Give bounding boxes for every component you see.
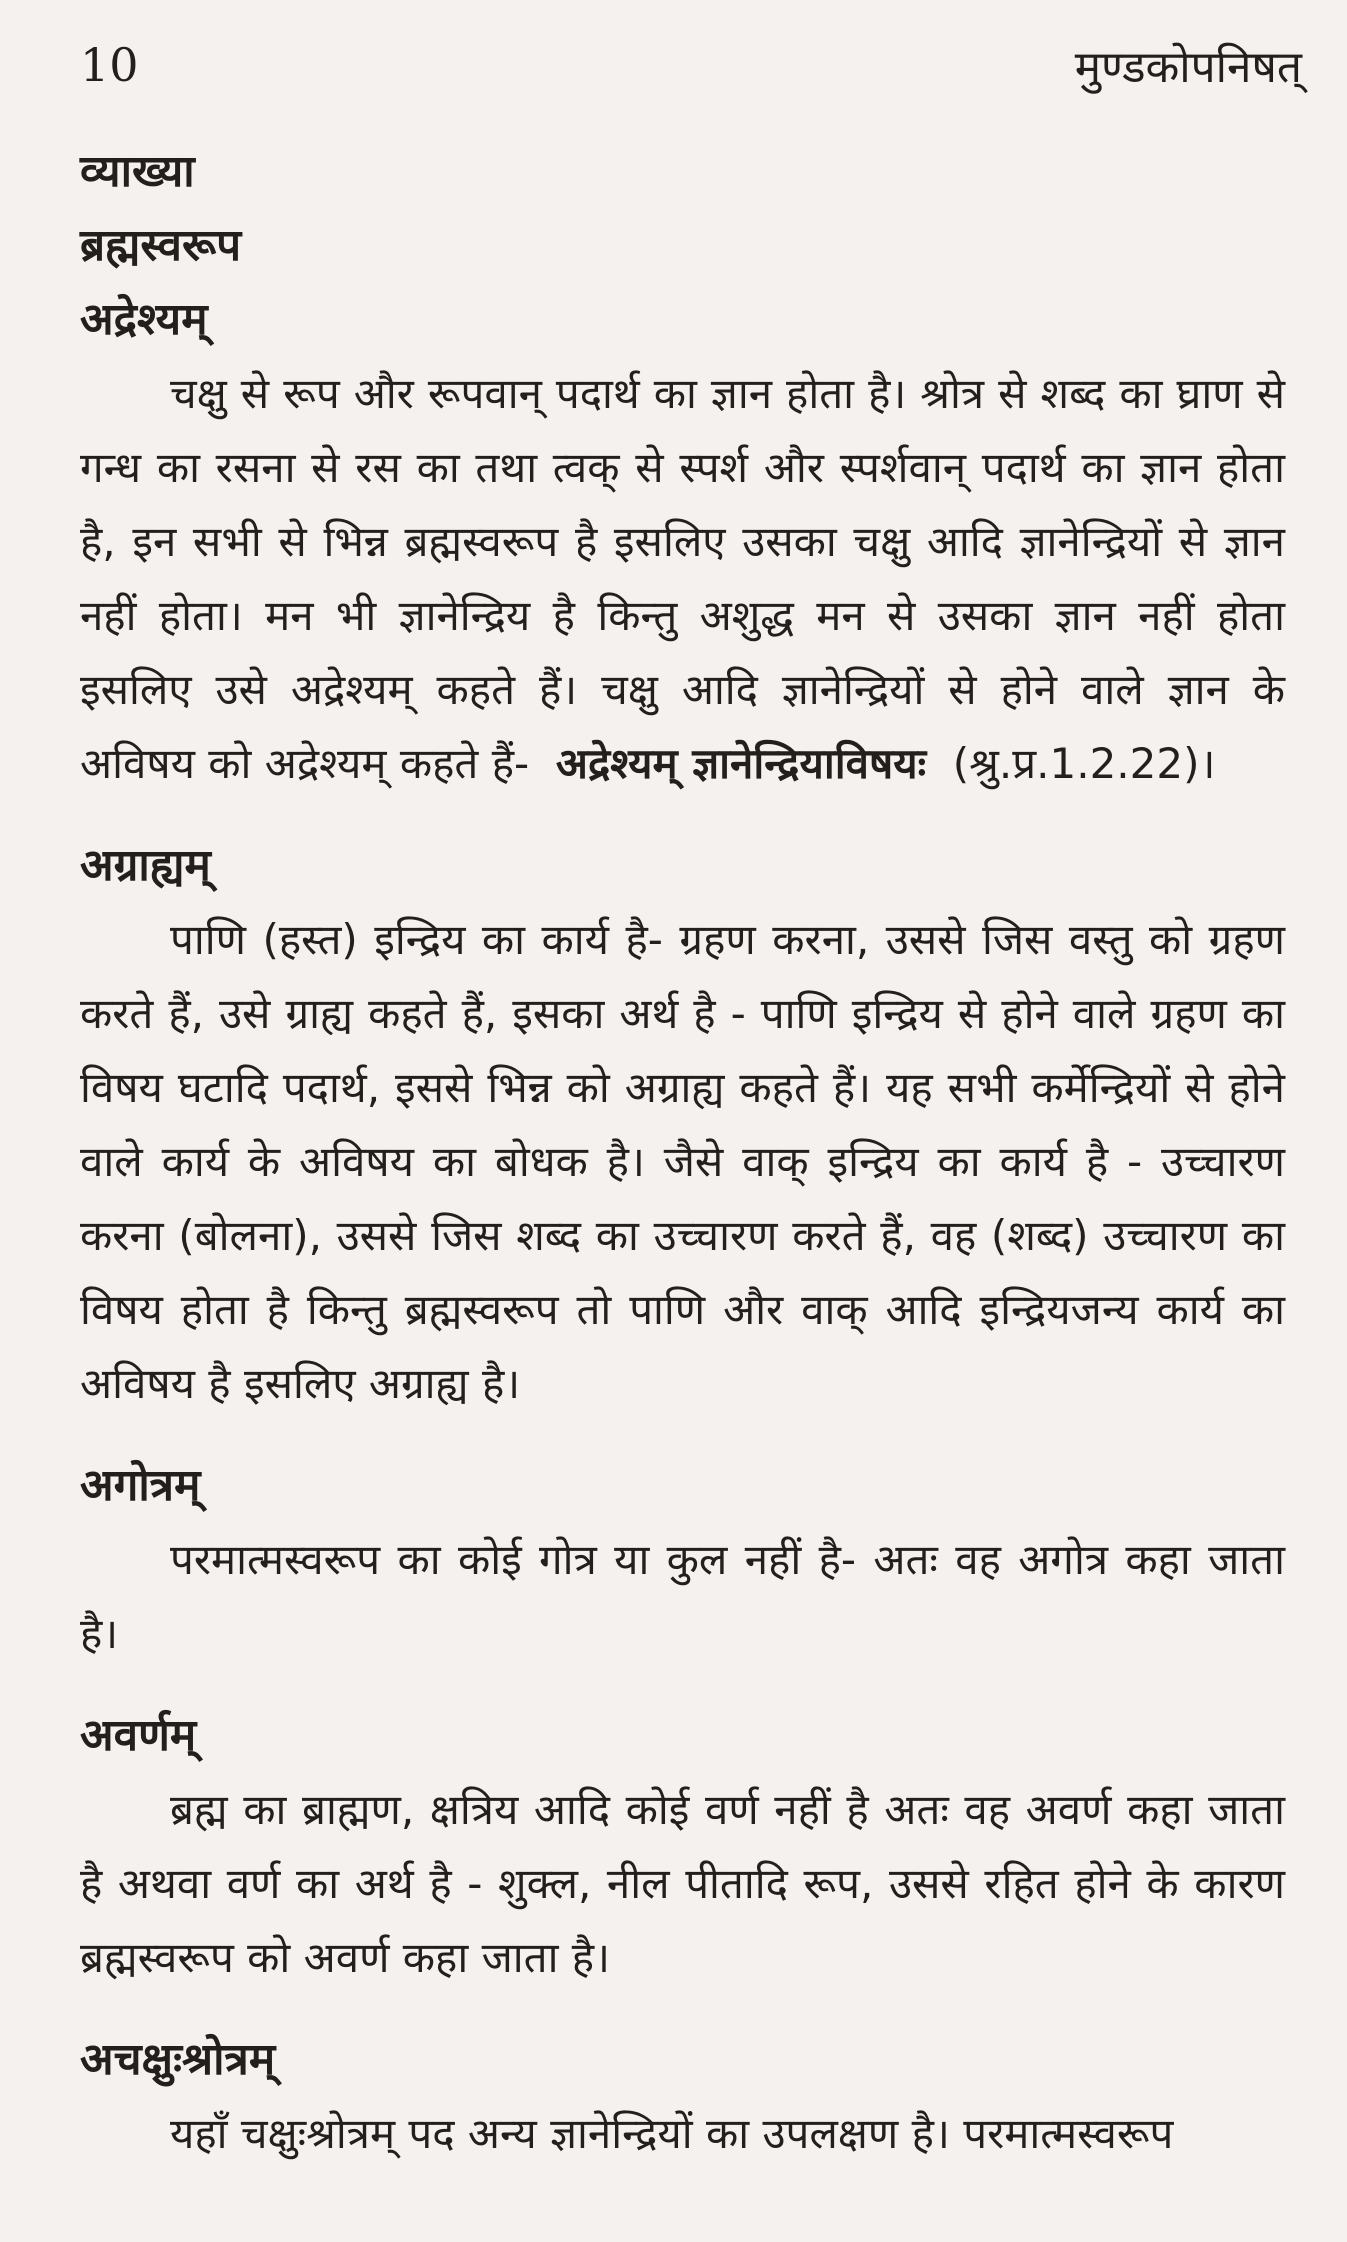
section-title: व्याख्या [80,146,195,197]
page-body [80,135,1285,2171]
term-heading-agotram: अगोत्रम् [80,1460,201,1511]
section-subtitle: ब्रह्मस्वरूप [80,220,242,271]
page-number: 10 [80,38,139,92]
paragraph-achakshushrotram: यहाँ चक्षुःश्रोत्रम् पद अन्य ज्ञानेन्द्रियों का उपलक्षण है। परमात्मस्वरूप [170,2109,1174,2158]
paragraph-adreshyam [80,357,1285,801]
paragraph-text: चक्षु से रूप और रूपवान् पदार्थ का ज्ञान होता है। श्रोत्र से शब्द का घ्राण से गन्ध का रसना से रस का तथा त्वक् से स्पर्श और स्पर्शवान् पदार्थ का ज्ञान होता है, इन सभी से भिन्न ब्रह्मस्वरूप है इसलिए उसका चक्षु आदि ज्ञानेन्द्रियों से ज्ञान नहीं होता। मन भी ज्ञानेन्द्रिय है किन्तु अशुद्ध मन से उसका ज्ञान नहीं होता इसलिए उसे अद्रेश्यम् कहते हैं। चक्षु आदि ज्ञानेन्द्रियों से होने वाले ज्ञान के अविषय को अद्रेश्यम् कहते हैं- [80,369,1285,788]
paragraph-agrahyam: पाणि (हस्त) इन्द्रिय का कार्य है- ग्रहण करना, उससे जिस वस्तु को ग्रहण करते हैं, उसे ग्राह्य कहते हैं, इसका अर्थ है - पाणि इन्द्रिय से होने वाले ग्रहण का विषय घटादि पदार्थ, इससे भिन्न को अग्राह्य कहते हैं। यह सभी कर्मेन्द्रियों से होने वाले कार्य के अविषय का बोधक है। जैसे वाक् इन्द्रिय का कार्य है - उच्चारण करना (बोलना), उससे जिस शब्द का उच्चारण करते हैं, वह (शब्द) उच्चारण का विषय होता है किन्तु ब्रह्मस्वरूप तो पाणि और वाक् आदि इन्द्रियजन्य कार्य का अविषय है इसलिए अग्राह्य है। [80,915,1285,1408]
paragraph-avarnam: ब्रह्म का ब्राह्मण, क्षत्रिय आदि कोई वर्ण नहीं है अतः वह अवर्ण कहा जाता है अथवा वर्ण का अर्थ है - शुक्ल, नील पीतादि रूप, उससे रहित होने के कारण ब्रह्मस्वरूप को अवर्ण कहा जाता है। [80,1785,1285,1982]
term-heading-agrahyam: अग्राह्यम् [80,840,211,891]
term-heading-adreshyam: अद्रेश्यम् [80,294,208,345]
quote-text: अद्रेश्यम् ज्ञानेन्द्रियाविषयः [555,739,927,788]
paragraph-agotram: परमात्मस्वरूप का कोई गोत्र या कुल नहीं है- अतः वह अगोत्र कहा जाता है। [80,1535,1285,1658]
term-heading-avarnam: अवर्णम् [80,1710,197,1761]
term-heading-achakshushrotram: अचक्षुःश्रोत्रम् [80,2034,276,2085]
citation: (श्रु.प्र.1.2.22)। [952,739,1216,788]
page-header [80,20,1302,110]
running-title: मुण्डकोपनिषत् [1074,42,1302,93]
